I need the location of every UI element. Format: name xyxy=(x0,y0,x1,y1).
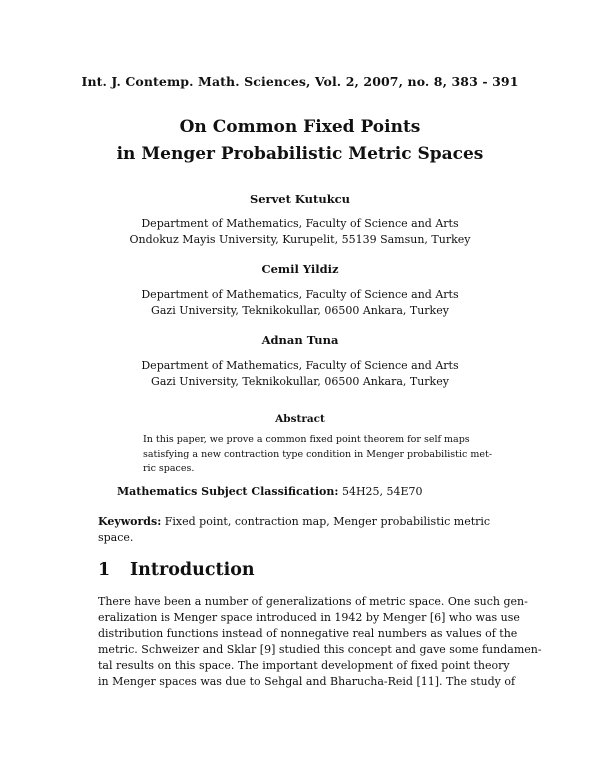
section-heading xyxy=(98,560,255,580)
paper-title xyxy=(0,114,600,168)
abstract-line: satisfying a new contraction type condition in Menger probabilistic met- xyxy=(143,448,493,460)
introduction-body xyxy=(98,594,542,690)
journal-citation: Int. J. Contemp. Math. Sciences, Vol. 2, 2007, no. 8, 383 - 391 xyxy=(81,74,519,89)
abstract-line: In this paper, we prove a common fixed point theorem for self maps xyxy=(143,434,470,445)
author-affiliation-1 xyxy=(0,216,600,248)
msc-value: 54H25, 54E70 xyxy=(338,485,423,498)
keywords xyxy=(98,514,500,546)
affiliation-line: Ondokuz Mayis University, Kurupelit, 55139 Samsun, Turkey xyxy=(129,233,471,246)
affiliation-line: Gazi University, Teknikokullar, 06500 Ankara, Turkey xyxy=(151,375,449,388)
affiliation-line: Gazi University, Teknikokullar, 06500 Ankara, Turkey xyxy=(151,304,449,317)
section-title: Introduction xyxy=(130,560,255,580)
msc-label: Mathematics Subject Classification: xyxy=(117,485,339,498)
keywords-value: Fixed point, contraction map, Menger probabilistic metric space. xyxy=(98,515,491,544)
author-name-2: Cemil Yildiz xyxy=(261,262,339,276)
abstract-line: ric spaces. xyxy=(143,463,195,474)
affiliation-line: Department of Mathematics, Faculty of Science and Arts xyxy=(141,359,459,372)
title-line-2: in Menger Probabilistic Metric Spaces xyxy=(116,144,484,164)
affiliation-line: Department of Mathematics, Faculty of Science and Arts xyxy=(141,217,459,230)
abstract-heading: Abstract xyxy=(275,413,325,425)
body-line: tal results on this space. The important development of fixed point theory xyxy=(98,659,510,672)
keywords-label: Keywords: xyxy=(98,515,162,528)
author-name-3: Adnan Tuna xyxy=(261,333,339,347)
body-line: metric. Schweizer and Sklar [9] studied this concept and gave some fundamen- xyxy=(98,643,542,656)
body-line: eralization is Menger space introduced in 1942 by Menger [6] who was use xyxy=(98,611,520,624)
body-line: There have been a number of generalizations of metric space. One such gen- xyxy=(98,595,528,608)
abstract-body xyxy=(143,433,493,477)
subject-classification xyxy=(117,485,423,498)
body-line: distribution functions instead of nonnegative real numbers as values of the xyxy=(98,627,518,640)
body-line: in Menger spaces was due to Sehgal and Bharucha-Reid [11]. The study of xyxy=(98,675,516,688)
affiliation-line: Department of Mathematics, Faculty of Science and Arts xyxy=(141,288,459,301)
author-affiliation-2 xyxy=(0,287,600,319)
title-line-1: On Common Fixed Points xyxy=(179,117,421,137)
section-number: 1 xyxy=(98,560,111,580)
author-name-1: Servet Kutukcu xyxy=(249,192,351,206)
author-affiliation-3 xyxy=(0,358,600,390)
